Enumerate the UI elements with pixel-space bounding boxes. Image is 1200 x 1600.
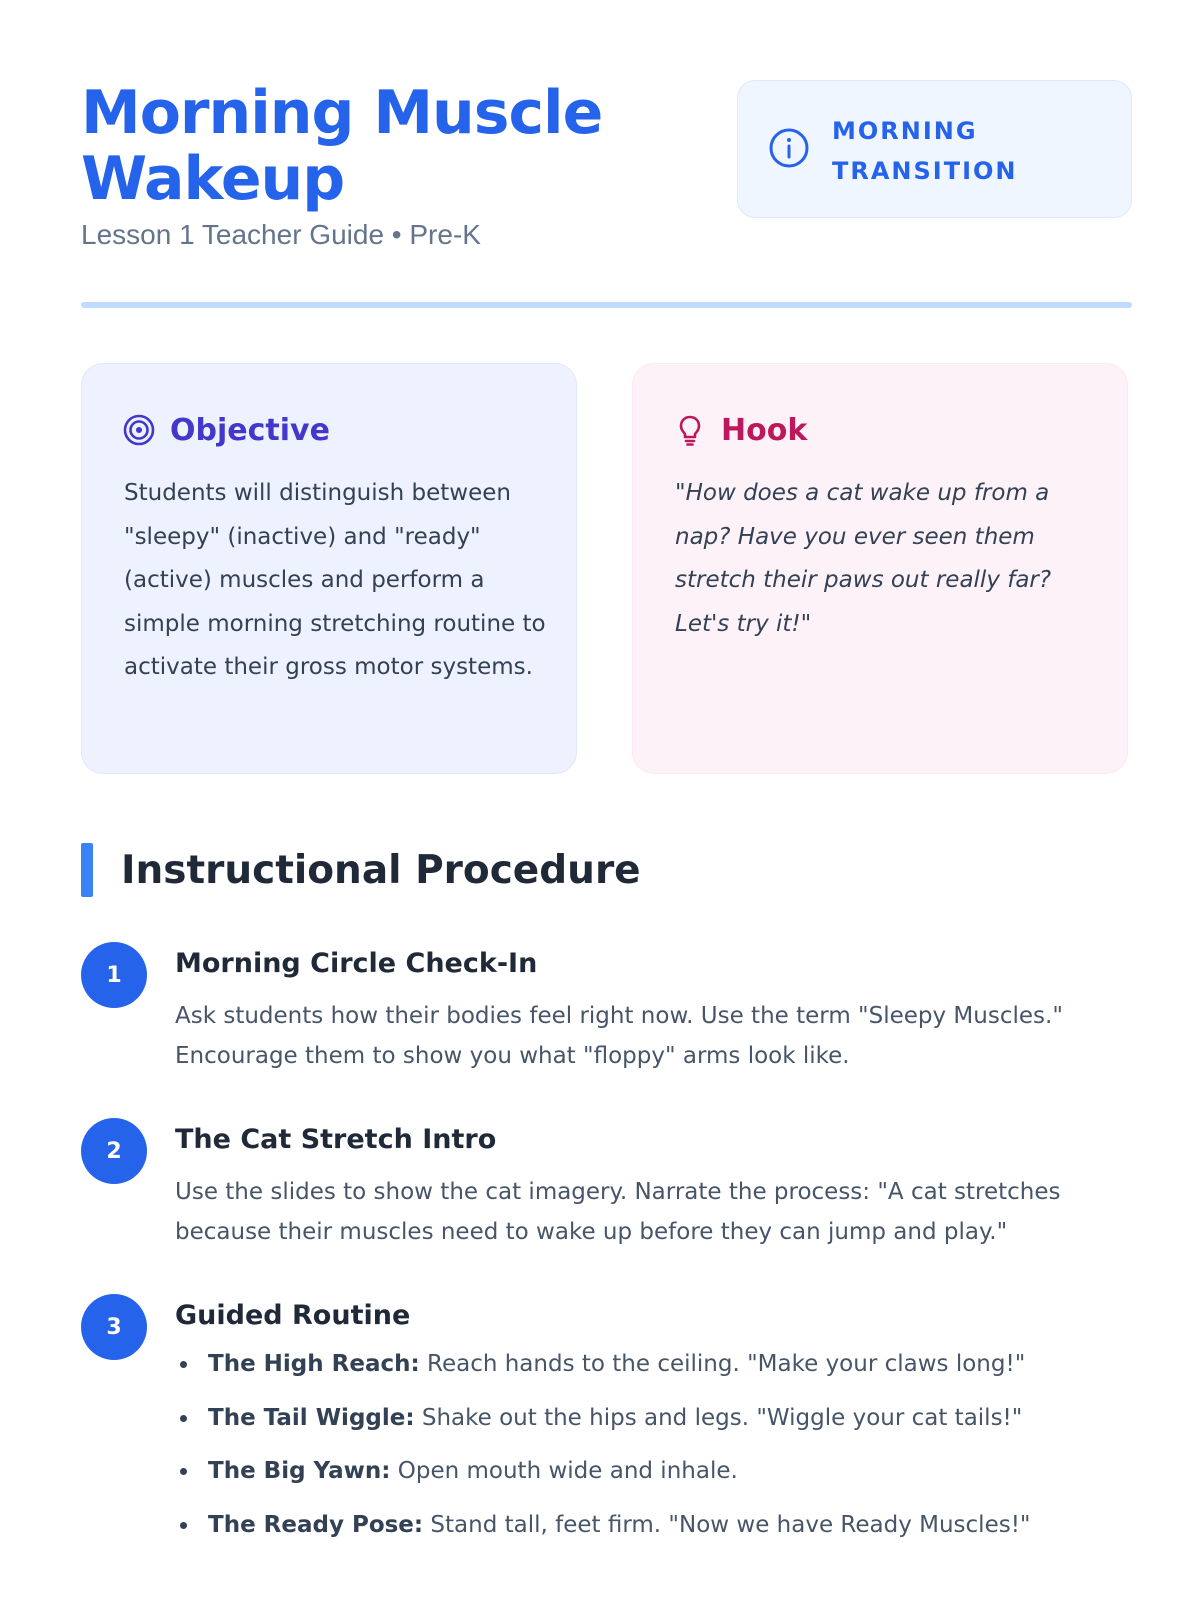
section-accent-bar	[81, 843, 93, 897]
step-title: The Cat Stretch Intro	[175, 1124, 497, 1155]
hook-card	[632, 363, 1128, 774]
routine-item-name: The Tail Wiggle:	[208, 1404, 415, 1431]
lightbulb-icon	[673, 413, 707, 447]
procedure-title: Instructional Procedure	[121, 847, 641, 893]
routine-list	[175, 1341, 1135, 1555]
routine-item-name: The High Reach:	[208, 1351, 420, 1377]
hook-heading	[673, 408, 807, 452]
routine-item-name: The Ready Pose:	[208, 1511, 424, 1538]
step-description: Ask students how their bodies feel right now. Use the term "Sleepy Muscles." Encourage them to show you what "floppy" arms look like.	[175, 1003, 1063, 1069]
objective-heading	[122, 408, 330, 452]
routine-item-text: Reach hands to the ceiling. "Make your claws long!"	[419, 1351, 1026, 1377]
objective-card	[81, 363, 577, 774]
routine-item	[175, 1395, 1135, 1449]
routine-item	[175, 1448, 1135, 1502]
routine-item	[175, 1341, 1135, 1395]
routine-item-text: Open mouth wide and inhale.	[390, 1458, 738, 1484]
header-divider	[81, 302, 1132, 308]
target-icon	[122, 413, 156, 447]
hook-title: Hook	[721, 412, 808, 448]
step-description: Use the slides to show the cat imagery. Narrate the process: "A cat stretches because their muscles need to wake up before they can jump and play."	[175, 1179, 1061, 1245]
bullet-icon	[180, 1415, 187, 1422]
lesson-header	[81, 80, 1132, 248]
bullet-icon	[180, 1522, 187, 1529]
step-number: 3	[81, 1294, 147, 1360]
bullet-icon	[180, 1468, 187, 1475]
routine-item-name: The Big Yawn:	[208, 1458, 391, 1484]
hook-text: "How does a cat wake up from a nap? Have you ever seen them stretch their paws out really far? Let's try it!"	[675, 480, 1052, 637]
step-title: Morning Circle Check-In	[175, 948, 538, 979]
objective-title: Objective	[170, 412, 330, 448]
badge-label: MORNING TRANSITION	[832, 117, 1018, 185]
info-icon	[768, 127, 810, 169]
routine-item-text: Stand tall, feet firm. "Now we have Ready Muscles!"	[423, 1511, 1031, 1538]
bullet-icon	[180, 1361, 187, 1368]
page-subtitle: Lesson 1 Teacher Guide • Pre-K	[81, 219, 481, 250]
step-number: 2	[81, 1118, 147, 1184]
page-title: Morning Muscle Wakeup	[81, 78, 603, 214]
step-number: 1	[81, 942, 147, 1008]
objective-text: Students will distinguish between "sleepy" (inactive) and "ready" (active) muscles and perform a simple morning stretching routine to activate their gross motor systems.	[124, 480, 546, 680]
step-title: Guided Routine	[175, 1300, 411, 1331]
transition-badge	[737, 80, 1132, 218]
routine-item	[175, 1502, 1135, 1556]
procedure-heading	[81, 843, 641, 897]
routine-item-text: Shake out the hips and legs. "Wiggle your cat tails!"	[414, 1404, 1023, 1431]
